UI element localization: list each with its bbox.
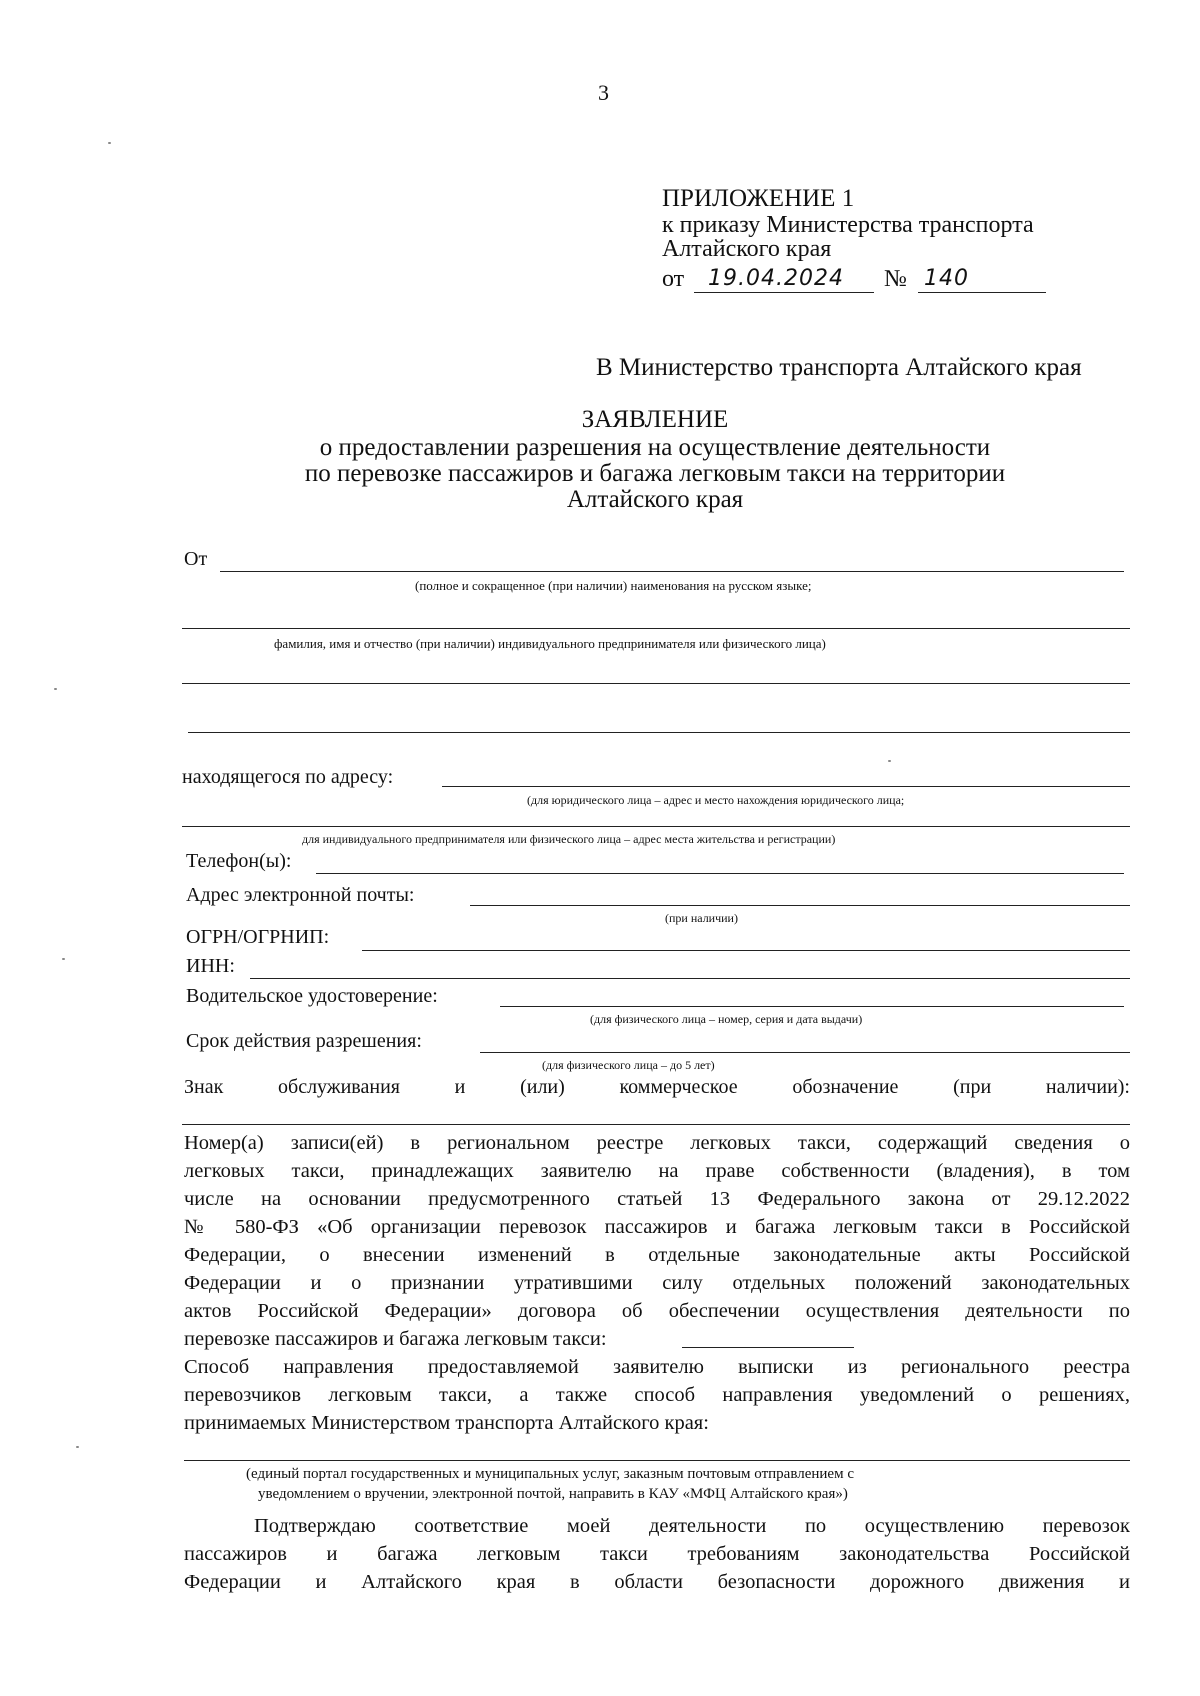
ogrn-field[interactable] [362,950,1130,951]
address-field[interactable] [442,786,1130,787]
heading-line-3: Алтайского края [566,486,744,513]
ogrn-label: ОГРН/ОГРНИП: [186,926,330,948]
heading-line-1: о предоставлении разрешения на осуществление деятельности [319,434,991,461]
addressee: В Министерство транспорта Алтайского края [596,354,1082,381]
registry-line-5: Федерации, о внесении изменений в отдельные законодательные акты Российской [184,1244,1130,1266]
appendix-line-2: Алтайского края [662,236,832,262]
license-hint: (для физического лица – номер, серия и дата выдачи) [590,1012,863,1026]
scan-speck [54,688,57,690]
registry-line-8: перевозке пассажиров и багажа легковым такси: [184,1328,607,1350]
sign-label: Знак обслуживания и (или) коммерческое обозначение (при наличии): [184,1076,1130,1098]
document-heading [180,405,1130,513]
confirm-line-2: пассажиров и багажа легковым такси требованиям законодательства Российской [184,1543,1130,1565]
registry-field[interactable] [682,1347,854,1348]
method-hint-2: уведомлением о вручении, электронной почтой, направить в КАУ «МФЦ Алтайского края») [258,1486,848,1502]
method-line-2: перевозчиков легковым такси, а также способ направления уведомлений о решениях, [184,1384,1130,1406]
registry-line-4: № 580-ФЗ «Об организации перевозок пассажиров и багажа легковым такси в Российской [184,1216,1130,1238]
address-label: находящегося по адресу: [182,766,394,788]
address-hint-2: для индивидуального предпринимателя или физического лица – адрес места жительства и регистрации) [302,832,836,846]
confirm-paragraph [184,1512,1130,1596]
method-line-1: Способ направления предоставляемой заявителю выписки из регионального реестра [184,1356,1130,1378]
number-value: 140 [924,266,969,291]
registry-paragraph [184,1129,1130,1353]
confirm-line-1: Подтверждаю соответствие моей деятельности по осуществлению перевозок [254,1515,1130,1537]
email-label: Адрес электронной почты: [186,884,415,906]
method-hint-1: (единый портал государственных и муниципальных услуг, заказным почтовым отправлением с [246,1466,854,1482]
extra-line-2[interactable] [188,732,1130,733]
license-field[interactable] [500,1006,1124,1007]
method-paragraph [184,1353,1130,1437]
date-underline [694,292,874,293]
address-hint-1: (для юридического лица – адрес и место нахождения юридического лица; [527,793,905,807]
extra-line-1[interactable] [182,683,1130,684]
heading-title: ЗАЯВЛЕНИЕ [581,406,729,433]
scan-speck [62,958,65,960]
date-prefix: от [662,266,685,292]
registry-line-6: Федерации и о признании утратившими силу отдельных положений законодательных [184,1272,1130,1294]
term-hint: (для физического лица – до 5 лет) [542,1058,715,1072]
address-field-2[interactable] [182,826,1130,827]
fio-field[interactable] [182,628,1130,629]
registry-line-2: легковых такси, принадлежащих заявителю на праве собственности (владения), в том [184,1160,1130,1182]
page-number: 3 [598,80,609,105]
phone-field[interactable] [316,873,1124,874]
email-field[interactable] [470,905,1130,906]
scan-speck [108,142,111,144]
date-value: 19.04.2024 [708,266,844,291]
method-line-3: принимаемых Министерством транспорта Алтайского края: [184,1412,709,1434]
heading-line-2: по перевозке пассажиров и багажа легковым такси на территории [304,460,1006,487]
from-label: От [184,548,208,570]
email-hint: (при наличии) [665,911,738,925]
number-underline [918,292,1046,293]
registry-line-7: актов Российской Федерации» договора об обеспечении осуществления деятельности по [184,1300,1130,1322]
from-hint: (полное и сокращенное (при наличии) наименования на русском языке; [415,578,812,593]
from-field[interactable] [220,571,1124,572]
number-prefix: № [884,266,907,292]
scan-speck [76,1446,79,1448]
confirm-line-3: Федерации и Алтайского края в области безопасности дорожного движения и [184,1571,1130,1593]
appendix-title: ПРИЛОЖЕНИЕ 1 [662,185,855,212]
phone-label: Телефон(ы): [186,850,292,872]
license-label: Водительское удостоверение: [186,985,438,1007]
inn-field[interactable] [250,978,1130,979]
inn-label: ИНН: [186,955,235,977]
term-label: Срок действия разрешения: [186,1030,422,1052]
method-field[interactable] [184,1460,1130,1461]
scan-speck [888,760,891,762]
fio-hint: фамилия, имя и отчество (при наличии) индивидуального предпринимателя или физического лица) [274,636,826,651]
registry-line-1: Номер(а) записи(ей) в региональном реестре легковых такси, содержащий сведения о [184,1132,1130,1154]
appendix-line-1: к приказу Министерства транспорта [662,212,1034,238]
term-field[interactable] [480,1052,1130,1053]
sign-field[interactable] [182,1124,1130,1125]
registry-line-3: числе на основании предусмотренного статьей 13 Федерального закона от 29.12.2022 [184,1188,1130,1210]
